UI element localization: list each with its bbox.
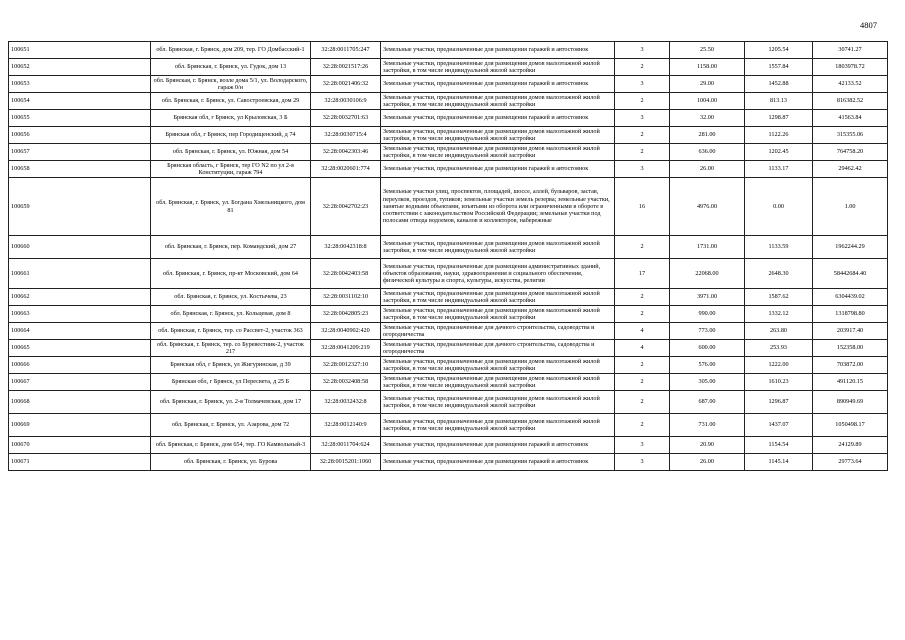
- land-purpose-cell: Земельные участки, предназначенные для размещения домов малоэтажной жилой застройки, в том числе индивидуальной жилой застройки: [381, 127, 615, 144]
- cadastral-value-cell: 42133.52: [813, 76, 888, 93]
- area-cell: 32.00: [670, 110, 745, 127]
- land-purpose-cell: Земельные участки, предназначенные для дачного строительства, садоводства и огородничества: [381, 340, 615, 357]
- group-cell: 2: [615, 391, 670, 414]
- cadastral-number-cell: 32:28:0042403:58: [311, 259, 381, 289]
- table-row: [9, 161, 888, 178]
- unit-price-cell: 1133.59: [745, 236, 813, 259]
- area-cell: 731.00: [670, 414, 745, 437]
- address-cell: обл. Брянская, г. Брянск, ул. Южная, дом 54: [151, 144, 311, 161]
- cadastral-number-cell: 32:28:0020601:774: [311, 161, 381, 178]
- table-row: [9, 178, 888, 236]
- cadastral-value-cell: 58442684.40: [813, 259, 888, 289]
- area-cell: 4976.00: [670, 178, 745, 236]
- address-cell: обл. Брянская, г. Брянск, пр-кт Московский, дом 64: [151, 259, 311, 289]
- cadastral-number-cell: 32:28:0042805:23: [311, 306, 381, 323]
- unit-price-cell: 1145.14: [745, 454, 813, 471]
- cadastral-number-cell: 32:28:0041209:219: [311, 340, 381, 357]
- cadastral-number-cell: 32:28:0021517:26: [311, 59, 381, 76]
- group-cell: 2: [615, 414, 670, 437]
- cadastral-value-cell: 816382.52: [813, 93, 888, 110]
- address-cell: обл. Брянская, г. Брянск, ул. Савостроевская, дом 29: [151, 93, 311, 110]
- row-id: 100663: [9, 306, 151, 323]
- unit-price-cell: 1452.88: [745, 76, 813, 93]
- group-cell: 17: [615, 259, 670, 289]
- table-row: [9, 259, 888, 289]
- cadastral-value-cell: 30741.27: [813, 42, 888, 59]
- table-row: [9, 391, 888, 414]
- table-row: [9, 374, 888, 391]
- land-purpose-cell: Земельные участки, предназначенные для размещения домов малоэтажной жилой застройки, в том числе индивидуальной жилой застройки: [381, 289, 615, 306]
- address-cell: Брянская обл, г Брянск, пер Городищенский, д 74: [151, 127, 311, 144]
- group-cell: 2: [615, 236, 670, 259]
- table-row: [9, 289, 888, 306]
- land-purpose-cell: Земельные участки, предназначенные для размещения административных зданий, объектов образования, науки, здравоохранения и социального обеспечения, физической культуры и спорта, культуры, искусства, религии: [381, 259, 615, 289]
- cadastral-value-cell: 1962244.29: [813, 236, 888, 259]
- unit-price-cell: 1205.54: [745, 42, 813, 59]
- land-purpose-cell: Земельные участки, предназначенные для размещения домов малоэтажной жилой застройки, в том числе индивидуальной жилой застройки: [381, 93, 615, 110]
- area-cell: 636.00: [670, 144, 745, 161]
- address-cell: обл. Брянская, г. Брянск, ул. Бурова: [151, 454, 311, 471]
- cadastral-number-cell: 32:28:0030715:4: [311, 127, 381, 144]
- address-cell: обл. Брянская, г. Брянск, дом 654, тер. ГО Камвольный-3: [151, 437, 311, 454]
- cadastral-value-cell: 890949.69: [813, 391, 888, 414]
- row-id: 100667: [9, 374, 151, 391]
- row-id: 100668: [9, 391, 151, 414]
- unit-price-cell: 1332.12: [745, 306, 813, 323]
- group-cell: 3: [615, 161, 670, 178]
- unit-price-cell: 0.00: [745, 178, 813, 236]
- table-row: [9, 357, 888, 374]
- address-cell: обл. Брянская, г. Брянск, ул. 2-я Толмачевская, дом 17: [151, 391, 311, 414]
- table-row: [9, 340, 888, 357]
- unit-price-cell: 813.13: [745, 93, 813, 110]
- area-cell: 29.00: [670, 76, 745, 93]
- row-id: 100664: [9, 323, 151, 340]
- land-purpose-cell: Земельные участки, предназначенные для размещения домов малоэтажной жилой застройки, в том числе индивидуальной жилой застройки: [381, 306, 615, 323]
- address-cell: обл. Брянская, г. Брянск, ул. Костычева, 23: [151, 289, 311, 306]
- group-cell: 3: [615, 42, 670, 59]
- area-cell: 20.90: [670, 437, 745, 454]
- address-cell: обл. Брянская, г. Брянск, тер. со Рассвет-2, участок 363: [151, 323, 311, 340]
- group-cell: 3: [615, 437, 670, 454]
- cadastral-number-cell: 32:28:0042318:8: [311, 236, 381, 259]
- land-purpose-cell: Земельные участки, предназначенные для размещения домов малоэтажной жилой застройки, в том числе индивидуальной жилой застройки: [381, 59, 615, 76]
- area-cell: 281.00: [670, 127, 745, 144]
- group-cell: 4: [615, 340, 670, 357]
- unit-price-cell: 1202.45: [745, 144, 813, 161]
- area-cell: 3971.00: [670, 289, 745, 306]
- cadastral-value-cell: 491120.15: [813, 374, 888, 391]
- row-id: 100666: [9, 357, 151, 374]
- table-row: [9, 110, 888, 127]
- address-cell: обл. Брянская, г. Брянск, ул. Азарова, дом 72: [151, 414, 311, 437]
- address-cell: обл. Брянская, г. Брянск, пер. Командский, дом 27: [151, 236, 311, 259]
- land-purpose-cell: Земельные участки, предназначенные для размещения гаражей и автостоянок: [381, 437, 615, 454]
- cadastral-value-cell: 1050498.17: [813, 414, 888, 437]
- cadastral-value-cell: 29773.64: [813, 454, 888, 471]
- address-cell: Брянская обл, г Брянск, ул Крыловская, 3 Б: [151, 110, 311, 127]
- cadastral-value-cell: 152358.00: [813, 340, 888, 357]
- table-row: [9, 144, 888, 161]
- group-cell: 2: [615, 59, 670, 76]
- area-cell: 25.50: [670, 42, 745, 59]
- group-cell: 2: [615, 374, 670, 391]
- address-cell: обл. Брянская, г. Брянск, ул. Кольцевая, дом 8: [151, 306, 311, 323]
- land-purpose-cell: Земельные участки, предназначенные для размещения гаражей и автостоянок: [381, 110, 615, 127]
- row-id: 100671: [9, 454, 151, 471]
- page-number: 4807: [860, 20, 877, 30]
- land-purpose-cell: Земельные участки улиц, проспектов, площадей, шоссе, аллей, бульваров, застав, переулков, проездов, тупиков; земельные участки земель резерва; земельные участки, занятые водными объектами, изъятыми из оборота или ограниченными в обороте в соответствии с законодательством Российской Федерации; земельные участки под полосами отвода водоемов, каналов и коллекторов, набережные: [381, 178, 615, 236]
- area-cell: 576.00: [670, 357, 745, 374]
- group-cell: 2: [615, 306, 670, 323]
- cadastral-number-cell: 32:28:0021406:32: [311, 76, 381, 93]
- area-cell: 22068.00: [670, 259, 745, 289]
- address-cell: Брянская обл, г Брянск, ул Жигуринская, д 39: [151, 357, 311, 374]
- group-cell: 3: [615, 454, 670, 471]
- row-id: 100655: [9, 110, 151, 127]
- table-row: [9, 236, 888, 259]
- row-id: 100658: [9, 161, 151, 178]
- row-id: 100669: [9, 414, 151, 437]
- area-cell: 687.00: [670, 391, 745, 414]
- area-cell: 773.00: [670, 323, 745, 340]
- row-id: 100656: [9, 127, 151, 144]
- group-cell: 2: [615, 127, 670, 144]
- unit-price-cell: 1557.84: [745, 59, 813, 76]
- cadastral-number-cell: 32:28:0032432:8: [311, 391, 381, 414]
- table-row: [9, 59, 888, 76]
- row-id: 100654: [9, 93, 151, 110]
- row-id: 100659: [9, 178, 151, 236]
- cadastral-value-cell: 203917.40: [813, 323, 888, 340]
- area-cell: 1158.00: [670, 59, 745, 76]
- area-cell: 990.00: [670, 306, 745, 323]
- area-cell: 1004.00: [670, 93, 745, 110]
- cadastral-value-cell: 1.00: [813, 178, 888, 236]
- land-purpose-cell: Земельные участки, предназначенные для размещения гаражей и автостоянок: [381, 42, 615, 59]
- cadastral-value-cell: 6304439.02: [813, 289, 888, 306]
- cadastral-value-cell: 24129.89: [813, 437, 888, 454]
- unit-price-cell: 1437.07: [745, 414, 813, 437]
- cadastral-number-cell: 32:28:0015201:1060: [311, 454, 381, 471]
- row-id: 100662: [9, 289, 151, 306]
- group-cell: 2: [615, 93, 670, 110]
- cadastral-number-cell: 32:28:0042702:23: [311, 178, 381, 236]
- cadastral-value-cell: 1318798.80: [813, 306, 888, 323]
- address-cell: Брянская обл, г Брянск, ул Пересвета, д 25 Б: [151, 374, 311, 391]
- land-purpose-cell: Земельные участки, предназначенные для размещения домов малоэтажной жилой застройки, в том числе индивидуальной жилой застройки: [381, 414, 615, 437]
- area-cell: 26.00: [670, 161, 745, 178]
- unit-price-cell: 1222.00: [745, 357, 813, 374]
- area-cell: 26.00: [670, 454, 745, 471]
- land-purpose-cell: Земельные участки, предназначенные для размещения домов малоэтажной жилой застройки, в том числе индивидуальной жилой застройки: [381, 391, 615, 414]
- table-row: [9, 323, 888, 340]
- cadastral-number-cell: 32:28:0032408:58: [311, 374, 381, 391]
- table-row: [9, 76, 888, 93]
- row-id: 100657: [9, 144, 151, 161]
- group-cell: 4: [615, 323, 670, 340]
- cadastral-number-cell: 32:28:0012140:9: [311, 414, 381, 437]
- table-row: [9, 127, 888, 144]
- cadastral-number-cell: 32:28:0031102:10: [311, 289, 381, 306]
- row-id: 100670: [9, 437, 151, 454]
- unit-price-cell: 263.80: [745, 323, 813, 340]
- cadastral-number-cell: 32:28:0011704:624: [311, 437, 381, 454]
- land-purpose-cell: Земельные участки, предназначенные для дачного строительства, садоводства и огородничества: [381, 323, 615, 340]
- group-cell: 2: [615, 144, 670, 161]
- land-purpose-cell: Земельные участки, предназначенные для размещения гаражей и автостоянок: [381, 161, 615, 178]
- group-cell: 2: [615, 357, 670, 374]
- unit-price-cell: 253.93: [745, 340, 813, 357]
- land-purpose-cell: Земельные участки, предназначенные для размещения домов малоэтажной жилой застройки, в том числе индивидуальной жилой застройки: [381, 374, 615, 391]
- cadastral-value-cell: 703872.00: [813, 357, 888, 374]
- cadastral-number-cell: 32:28:0040902:420: [311, 323, 381, 340]
- land-purpose-cell: Земельные участки, предназначенные для размещения гаражей и автостоянок: [381, 454, 615, 471]
- cadastral-number-cell: 32:28:0011705:247: [311, 42, 381, 59]
- table-row: [9, 93, 888, 110]
- area-cell: 1731.00: [670, 236, 745, 259]
- table-row: [9, 42, 888, 59]
- area-cell: 600.00: [670, 340, 745, 357]
- land-purpose-cell: Земельные участки, предназначенные для размещения домов малоэтажной жилой застройки, в том числе индивидуальной жилой застройки: [381, 144, 615, 161]
- row-id: 100660: [9, 236, 151, 259]
- cadastral-number-cell: 32:28:0030106:9: [311, 93, 381, 110]
- unit-price-cell: 2648.30: [745, 259, 813, 289]
- cadastral-number-cell: 32:28:0042303:46: [311, 144, 381, 161]
- cadastral-number-cell: 32:28:0032701:63: [311, 110, 381, 127]
- address-cell: обл. Брянская, г. Брянск, ул. Гудок, дом 13: [151, 59, 311, 76]
- unit-price-cell: 1122.26: [745, 127, 813, 144]
- unit-price-cell: 1133.17: [745, 161, 813, 178]
- table-row: [9, 414, 888, 437]
- table-row: [9, 306, 888, 323]
- row-id: 100652: [9, 59, 151, 76]
- cadastral-value-cell: 41563.84: [813, 110, 888, 127]
- address-cell: обл. Брянская, г. Брянск, возле дома 5/1, ул. Володарского, гараж 0/н: [151, 76, 311, 93]
- unit-price-cell: 1587.62: [745, 289, 813, 306]
- unit-price-cell: 1298.87: [745, 110, 813, 127]
- land-purpose-cell: Земельные участки, предназначенные для размещения домов малоэтажной жилой застройки, в том числе индивидуальной жилой застройки: [381, 236, 615, 259]
- group-cell: 16: [615, 178, 670, 236]
- table-row: [9, 437, 888, 454]
- group-cell: 3: [615, 110, 670, 127]
- unit-price-cell: 1154.54: [745, 437, 813, 454]
- address-cell: Брянская область, г Брянск, тер ГО N2 по ул 2-я Конституции, гараж 794: [151, 161, 311, 178]
- cadastral-value-table: [8, 41, 888, 471]
- group-cell: 3: [615, 76, 670, 93]
- row-id: 100665: [9, 340, 151, 357]
- area-cell: 305.00: [670, 374, 745, 391]
- row-id: 100651: [9, 42, 151, 59]
- land-purpose-cell: Земельные участки, предназначенные для размещения гаражей и автостоянок: [381, 76, 615, 93]
- group-cell: 2: [615, 289, 670, 306]
- cadastral-value-cell: 315355.06: [813, 127, 888, 144]
- unit-price-cell: 1296.87: [745, 391, 813, 414]
- cadastral-value-cell: 1803978.72: [813, 59, 888, 76]
- unit-price-cell: 1610.23: [745, 374, 813, 391]
- cadastral-number-cell: 32:28:0012327:10: [311, 357, 381, 374]
- address-cell: обл. Брянская, г. Брянск, ул. Богдана Хмельницкого, дом 81: [151, 178, 311, 236]
- row-id: 100661: [9, 259, 151, 289]
- cadastral-value-cell: 764758.20: [813, 144, 888, 161]
- address-cell: обл. Брянская, г. Брянск, дом 209, тер. ГО Домбасский-1: [151, 42, 311, 59]
- land-purpose-cell: Земельные участки, предназначенные для размещения домов малоэтажной жилой застройки, в том числе индивидуальной жилой застройки: [381, 357, 615, 374]
- cadastral-value-cell: 29462.42: [813, 161, 888, 178]
- table-row: [9, 454, 888, 471]
- address-cell: обл. Брянская, г. Брянск, тер. со Буревестник-2, участок 217: [151, 340, 311, 357]
- row-id: 100653: [9, 76, 151, 93]
